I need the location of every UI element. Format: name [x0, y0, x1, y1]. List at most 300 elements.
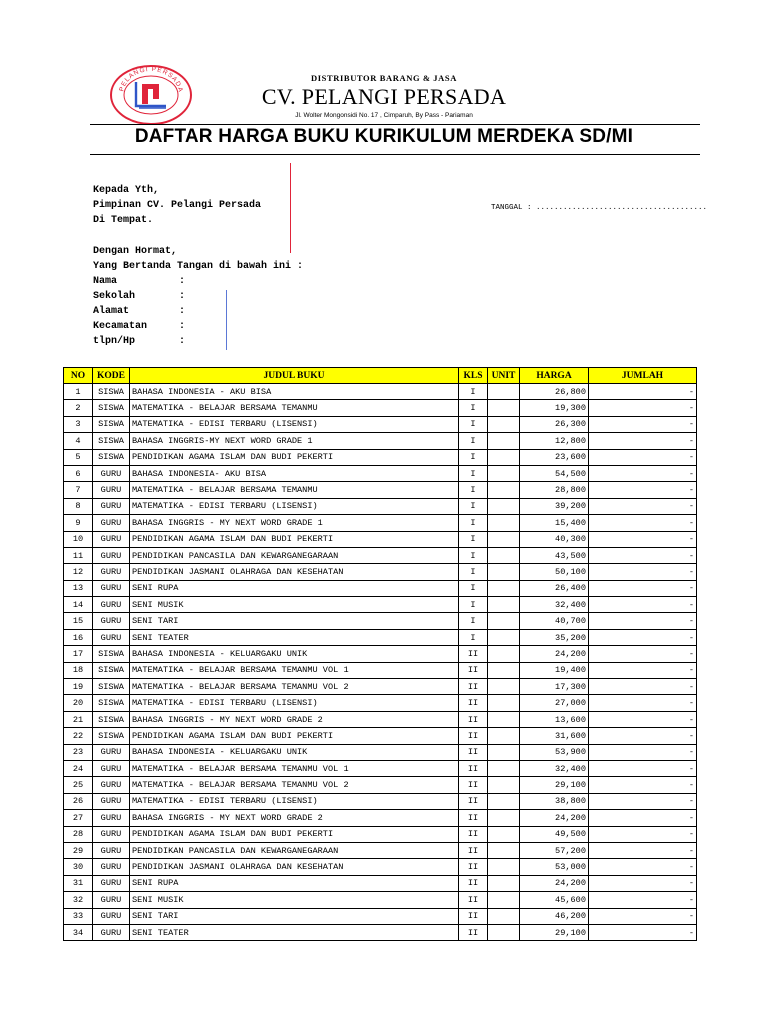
cell-judul: MATEMATIKA - BELAJAR BERSAMA TEMANMU VOL 2: [130, 679, 459, 695]
cell-jumlah[interactable]: -: [589, 433, 697, 449]
cell-kode: GURU: [93, 465, 130, 481]
cell-jumlah[interactable]: -: [589, 515, 697, 531]
cell-no: 19: [64, 679, 93, 695]
col-header-harga: HARGA: [520, 368, 589, 384]
tanggal-dots: ......................................: [536, 204, 708, 212]
cell-unit[interactable]: [488, 875, 520, 891]
cell-no: 34: [64, 924, 93, 940]
cell-unit[interactable]: [488, 810, 520, 826]
cell-jumlah[interactable]: -: [589, 711, 697, 727]
cell-kls: II: [459, 760, 488, 776]
cell-no: 30: [64, 859, 93, 875]
cell-kls: I: [459, 613, 488, 629]
cell-unit[interactable]: [488, 892, 520, 908]
cell-judul: SENI TARI: [130, 908, 459, 924]
cell-kls: I: [459, 465, 488, 481]
col-header-unit: UNIT: [488, 368, 520, 384]
cell-kls: I: [459, 515, 488, 531]
col-header-no: NO: [64, 368, 93, 384]
cell-harga: 12,800: [520, 433, 589, 449]
cell-kode: SISWA: [93, 662, 130, 678]
table-row: [64, 465, 697, 481]
cell-judul: BAHASA INGGRIS - MY NEXT WORD GRADE 2: [130, 810, 459, 826]
cell-kls: II: [459, 662, 488, 678]
greeting-line-2: Yang Bertanda Tangan di bawah ini :: [93, 261, 304, 272]
cell-judul: MATEMATIKA - EDISI TERBARU (LISENSI): [130, 793, 459, 809]
cell-harga: 29,100: [520, 924, 589, 940]
cell-jumlah[interactable]: -: [589, 793, 697, 809]
cell-no: 2: [64, 400, 93, 416]
cell-unit[interactable]: [488, 695, 520, 711]
cell-kode: GURU: [93, 515, 130, 531]
table-row: [64, 908, 697, 924]
col-header-kls: KLS: [459, 368, 488, 384]
greeting-block: [93, 244, 303, 349]
cell-kode: GURU: [93, 564, 130, 580]
cell-kls: I: [459, 564, 488, 580]
cell-harga: 28,800: [520, 482, 589, 498]
tanggal-field[interactable]: [491, 204, 707, 212]
cell-unit[interactable]: [488, 793, 520, 809]
cell-judul: BAHASA INDONESIA- AKU BISA: [130, 465, 459, 481]
cell-judul: BAHASA INDONESIA - AKU BISA: [130, 384, 459, 400]
cell-jumlah[interactable]: -: [589, 384, 697, 400]
cell-harga: 39,200: [520, 498, 589, 514]
cell-no: 13: [64, 580, 93, 596]
cell-harga: 26,300: [520, 416, 589, 432]
cell-no: 25: [64, 777, 93, 793]
cell-unit[interactable]: [488, 728, 520, 744]
table-row: [64, 613, 697, 629]
table-row: [64, 433, 697, 449]
cell-harga: 26,400: [520, 580, 589, 596]
cell-harga: 57,200: [520, 842, 589, 858]
cell-harga: 46,200: [520, 908, 589, 924]
cell-jumlah[interactable]: -: [589, 777, 697, 793]
cell-unit[interactable]: [488, 498, 520, 514]
cell-unit[interactable]: [488, 400, 520, 416]
addressee-line-2: Pimpinan CV. Pelangi Persada: [93, 200, 262, 211]
cell-kode: GURU: [93, 597, 130, 613]
cell-kode: GURU: [93, 531, 130, 547]
cell-no: 26: [64, 793, 93, 809]
cell-jumlah[interactable]: -: [589, 695, 697, 711]
field-colon: :: [179, 306, 186, 317]
cell-kode: SISWA: [93, 449, 130, 465]
cell-judul: SENI MUSIK: [130, 597, 459, 613]
cell-kode: GURU: [93, 547, 130, 563]
cell-kode: GURU: [93, 810, 130, 826]
price-table-body: [64, 384, 697, 941]
cell-unit[interactable]: [488, 613, 520, 629]
cell-jumlah[interactable]: -: [589, 597, 697, 613]
cell-kls: II: [459, 793, 488, 809]
cell-unit[interactable]: [488, 482, 520, 498]
cell-judul: SENI TARI: [130, 613, 459, 629]
cell-kode: GURU: [93, 826, 130, 842]
distributor-label: DISTRIBUTOR BARANG & JASA: [311, 73, 457, 83]
cell-harga: 40,700: [520, 613, 589, 629]
cell-harga: 35,200: [520, 629, 589, 645]
cell-kls: II: [459, 728, 488, 744]
table-row: [64, 482, 697, 498]
cell-kls: I: [459, 400, 488, 416]
cell-harga: 15,400: [520, 515, 589, 531]
cell-judul: MATEMATIKA - BELAJAR BERSAMA TEMANMU VOL 1: [130, 662, 459, 678]
cell-jumlah[interactable]: -: [589, 875, 697, 891]
table-row: [64, 400, 697, 416]
cell-unit[interactable]: [488, 515, 520, 531]
cell-judul: PENDIDIKAN JASMANI OLAHRAGA DAN KESEHATAN: [130, 564, 459, 580]
cell-kode: SISWA: [93, 679, 130, 695]
cell-kode: SISWA: [93, 695, 130, 711]
cell-kode: GURU: [93, 580, 130, 596]
cell-kls: II: [459, 711, 488, 727]
cell-harga: 43,500: [520, 547, 589, 563]
cell-no: 3: [64, 416, 93, 432]
cell-unit[interactable]: [488, 924, 520, 940]
cell-kode: GURU: [93, 744, 130, 760]
table-row: [64, 842, 697, 858]
field-nama[interactable]: [93, 274, 303, 289]
cell-no: 10: [64, 531, 93, 547]
cell-harga: 54,500: [520, 465, 589, 481]
cell-jumlah[interactable]: -: [589, 679, 697, 695]
top-divider: [90, 124, 700, 125]
cell-judul: SENI RUPA: [130, 580, 459, 596]
field-label: tlpn/Hp: [93, 336, 136, 347]
cell-jumlah[interactable]: -: [589, 810, 697, 826]
cell-kls: II: [459, 826, 488, 842]
cell-harga: 53,900: [520, 744, 589, 760]
cell-kls: II: [459, 695, 488, 711]
cell-jumlah[interactable]: -: [589, 580, 697, 596]
cell-kls: I: [459, 384, 488, 400]
cell-kls: II: [459, 875, 488, 891]
addressee-line-1: Kepada Yth,: [93, 185, 160, 196]
cell-jumlah[interactable]: -: [589, 842, 697, 858]
cell-kls: II: [459, 646, 488, 662]
cell-no: 15: [64, 613, 93, 629]
cell-kode: GURU: [93, 482, 130, 498]
cell-kode: GURU: [93, 875, 130, 891]
cell-jumlah[interactable]: -: [589, 564, 697, 580]
table-row: [64, 695, 697, 711]
table-row: [64, 662, 697, 678]
cell-no: 7: [64, 482, 93, 498]
field-label: Nama: [93, 276, 118, 287]
cell-kode: SISWA: [93, 728, 130, 744]
cell-jumlah[interactable]: -: [589, 531, 697, 547]
cell-judul: PENDIDIKAN AGAMA ISLAM DAN BUDI PEKERTI: [130, 449, 459, 465]
cell-kode: SISWA: [93, 646, 130, 662]
table-row: [64, 449, 697, 465]
cell-harga: 17,300: [520, 679, 589, 695]
cell-unit[interactable]: [488, 384, 520, 400]
cell-no: 28: [64, 826, 93, 842]
cell-kls: I: [459, 416, 488, 432]
tanggal-label: TANGGAL :: [491, 204, 532, 212]
cell-unit[interactable]: [488, 433, 520, 449]
greeting-line-1: Dengan Hormat,: [93, 246, 178, 257]
cell-jumlah[interactable]: -: [589, 892, 697, 908]
cell-unit[interactable]: [488, 662, 520, 678]
cell-unit[interactable]: [488, 416, 520, 432]
cell-jumlah[interactable]: -: [589, 547, 697, 563]
field-colon: :: [179, 321, 186, 332]
cell-harga: 24,200: [520, 646, 589, 662]
table-row: [64, 892, 697, 908]
cell-harga: 31,600: [520, 728, 589, 744]
cell-unit[interactable]: [488, 531, 520, 547]
cell-harga: 24,200: [520, 875, 589, 891]
cell-judul: BAHASA INGGRIS-MY NEXT WORD GRADE 1: [130, 433, 459, 449]
cell-harga: 26,800: [520, 384, 589, 400]
cell-no: 16: [64, 629, 93, 645]
cell-harga: 13,600: [520, 711, 589, 727]
cell-harga: 27,000: [520, 695, 589, 711]
cell-jumlah[interactable]: -: [589, 646, 697, 662]
cell-no: 31: [64, 875, 93, 891]
cell-kls: II: [459, 859, 488, 875]
cell-kls: I: [459, 498, 488, 514]
cell-kode: SISWA: [93, 400, 130, 416]
cell-judul: PENDIDIKAN JASMANI OLAHRAGA DAN KESEHATAN: [130, 859, 459, 875]
cell-harga: 23,600: [520, 449, 589, 465]
cell-judul: MATEMATIKA - BELAJAR BERSAMA TEMANMU: [130, 482, 459, 498]
cell-kode: SISWA: [93, 384, 130, 400]
table-row: [64, 564, 697, 580]
cell-unit[interactable]: [488, 777, 520, 793]
cell-judul: BAHASA INGGRIS - MY NEXT WORD GRADE 2: [130, 711, 459, 727]
cell-jumlah[interactable]: -: [589, 924, 697, 940]
cell-kls: I: [459, 629, 488, 645]
cell-no: 21: [64, 711, 93, 727]
cell-kode: SISWA: [93, 433, 130, 449]
cell-kls: I: [459, 597, 488, 613]
cell-judul: MATEMATIKA - EDISI TERBARU (LISENSI): [130, 695, 459, 711]
cell-judul: SENI TEATER: [130, 629, 459, 645]
field-label: Kecamatan: [93, 321, 148, 332]
table-row: [64, 580, 697, 596]
cell-unit[interactable]: [488, 580, 520, 596]
table-row: [64, 875, 697, 891]
company-name: CV. PELANGI PERSADA: [261, 84, 507, 109]
cell-judul: SENI MUSIK: [130, 892, 459, 908]
cell-kls: II: [459, 810, 488, 826]
table-row: [64, 597, 697, 613]
cell-no: 11: [64, 547, 93, 563]
cell-jumlah[interactable]: -: [589, 449, 697, 465]
cell-judul: MATEMATIKA - BELAJAR BERSAMA TEMANMU VOL 1: [130, 760, 459, 776]
cell-no: 18: [64, 662, 93, 678]
cell-kode: GURU: [93, 793, 130, 809]
cell-no: 1: [64, 384, 93, 400]
field-alamat[interactable]: [93, 304, 303, 319]
cell-no: 29: [64, 842, 93, 858]
cell-no: 27: [64, 810, 93, 826]
field-colon: :: [179, 336, 186, 347]
cell-judul: PENDIDIKAN AGAMA ISLAM DAN BUDI PEKERTI: [130, 531, 459, 547]
cell-unit[interactable]: [488, 564, 520, 580]
cell-unit[interactable]: [488, 629, 520, 645]
cell-no: 17: [64, 646, 93, 662]
cell-harga: 24,200: [520, 810, 589, 826]
cell-unit[interactable]: [488, 908, 520, 924]
cell-unit[interactable]: [488, 646, 520, 662]
title-divider: [90, 154, 700, 155]
cell-jumlah[interactable]: -: [589, 465, 697, 481]
cell-kls: II: [459, 679, 488, 695]
cell-judul: PENDIDIKAN AGAMA ISLAM DAN BUDI PEKERTI: [130, 728, 459, 744]
field-label: Alamat: [93, 306, 130, 317]
document-title: DAFTAR HARGA BUKU KURIKULUM MERDEKA SD/MI: [134, 126, 634, 147]
field-colon: :: [179, 276, 186, 287]
cell-no: 9: [64, 515, 93, 531]
cell-harga: 29,100: [520, 777, 589, 793]
cell-unit[interactable]: [488, 449, 520, 465]
cell-kls: I: [459, 482, 488, 498]
cell-judul: BAHASA INDONESIA - KELUARGAKU UNIK: [130, 744, 459, 760]
cell-harga: 38,800: [520, 793, 589, 809]
table-row: [64, 384, 697, 400]
cell-unit[interactable]: [488, 711, 520, 727]
cell-kls: I: [459, 547, 488, 563]
cell-kode: SISWA: [93, 416, 130, 432]
field-kecamatan[interactable]: [93, 319, 303, 334]
cell-kode: GURU: [93, 629, 130, 645]
table-row: [64, 728, 697, 744]
blue-accent-line: [226, 290, 227, 350]
cell-judul: SENI TEATER: [130, 924, 459, 940]
cell-kls: I: [459, 580, 488, 596]
logo-text: PELANGI PERSADA: [118, 65, 184, 94]
cell-no: 12: [64, 564, 93, 580]
cell-kode: GURU: [93, 498, 130, 514]
table-row: [64, 859, 697, 875]
cell-jumlah[interactable]: -: [589, 416, 697, 432]
cell-harga: 32,400: [520, 597, 589, 613]
cell-judul: MATEMATIKA - BELAJAR BERSAMA TEMANMU: [130, 400, 459, 416]
cell-harga: 50,100: [520, 564, 589, 580]
cell-judul: PENDIDIKAN AGAMA ISLAM DAN BUDI PEKERTI: [130, 826, 459, 842]
field-sekolah[interactable]: [93, 289, 303, 304]
cell-harga: 45,600: [520, 892, 589, 908]
cell-no: 33: [64, 908, 93, 924]
cell-jumlah[interactable]: -: [589, 662, 697, 678]
cell-unit[interactable]: [488, 597, 520, 613]
cell-jumlah[interactable]: -: [589, 400, 697, 416]
table-row: [64, 679, 697, 695]
cell-judul: MATEMATIKA - BELAJAR BERSAMA TEMANMU VOL 2: [130, 777, 459, 793]
cell-no: 22: [64, 728, 93, 744]
cell-jumlah[interactable]: -: [589, 498, 697, 514]
table-row: [64, 646, 697, 662]
cell-jumlah[interactable]: -: [589, 760, 697, 776]
cell-harga: 32,400: [520, 760, 589, 776]
cell-kode: GURU: [93, 908, 130, 924]
table-row: [64, 515, 697, 531]
col-header-jumlah: JUMLAH: [589, 368, 697, 384]
cell-judul: SENI RUPA: [130, 875, 459, 891]
table-row: [64, 629, 697, 645]
cell-kls: II: [459, 892, 488, 908]
cell-unit[interactable]: [488, 842, 520, 858]
cell-jumlah[interactable]: -: [589, 826, 697, 842]
cell-unit[interactable]: [488, 744, 520, 760]
cell-harga: 53,000: [520, 859, 589, 875]
cell-harga: 49,500: [520, 826, 589, 842]
cell-no: 24: [64, 760, 93, 776]
cell-unit[interactable]: [488, 465, 520, 481]
cell-kls: II: [459, 744, 488, 760]
table-row: [64, 760, 697, 776]
cell-unit[interactable]: [488, 859, 520, 875]
cell-harga: 19,400: [520, 662, 589, 678]
cell-unit[interactable]: [488, 826, 520, 842]
table-row: [64, 777, 697, 793]
table-header-row: [64, 368, 697, 384]
col-header-kode: KODE: [93, 368, 130, 384]
table-row: [64, 826, 697, 842]
cell-jumlah[interactable]: -: [589, 859, 697, 875]
cell-kls: II: [459, 924, 488, 940]
cell-kls: I: [459, 531, 488, 547]
cell-kode: GURU: [93, 892, 130, 908]
cell-no: 4: [64, 433, 93, 449]
table-row: [64, 531, 697, 547]
cell-kls: I: [459, 433, 488, 449]
cell-kode: GURU: [93, 613, 130, 629]
cell-jumlah[interactable]: -: [589, 908, 697, 924]
cell-kode: GURU: [93, 859, 130, 875]
table-row: [64, 547, 697, 563]
cell-jumlah[interactable]: -: [589, 629, 697, 645]
cell-kode: GURU: [93, 777, 130, 793]
addressee-block: [93, 183, 261, 228]
cell-kls: II: [459, 777, 488, 793]
cell-unit[interactable]: [488, 547, 520, 563]
cell-judul: PENDIDIKAN PANCASILA DAN KEWARGANEGARAAN: [130, 842, 459, 858]
cell-kls: II: [459, 842, 488, 858]
field-tlpn-hp[interactable]: [93, 334, 303, 349]
table-row: [64, 711, 697, 727]
price-table: [63, 367, 697, 941]
cell-jumlah[interactable]: -: [589, 482, 697, 498]
cell-judul: MATEMATIKA - EDISI TERBARU (LISENSI): [130, 498, 459, 514]
company-address: Jl. Wolter Mongonsidi No. 17 , Cimparuh, By Pass - Pariaman: [295, 112, 473, 119]
table-row: [64, 416, 697, 432]
cell-no: 20: [64, 695, 93, 711]
field-label: Sekolah: [93, 291, 136, 302]
cell-harga: 19,300: [520, 400, 589, 416]
cell-kls: I: [459, 449, 488, 465]
red-accent-line: [290, 163, 291, 253]
cell-no: 14: [64, 597, 93, 613]
cell-harga: 40,300: [520, 531, 589, 547]
cell-jumlah[interactable]: -: [589, 728, 697, 744]
cell-unit[interactable]: [488, 679, 520, 695]
cell-unit[interactable]: [488, 760, 520, 776]
cell-jumlah[interactable]: -: [589, 613, 697, 629]
cell-judul: MATEMATIKA - EDISI TERBARU (LISENSI): [130, 416, 459, 432]
col-header-judul: JUDUL BUKU: [130, 368, 459, 384]
field-colon: :: [179, 291, 186, 302]
cell-jumlah[interactable]: -: [589, 744, 697, 760]
table-row: [64, 744, 697, 760]
cell-kode: GURU: [93, 924, 130, 940]
table-row: [64, 924, 697, 940]
